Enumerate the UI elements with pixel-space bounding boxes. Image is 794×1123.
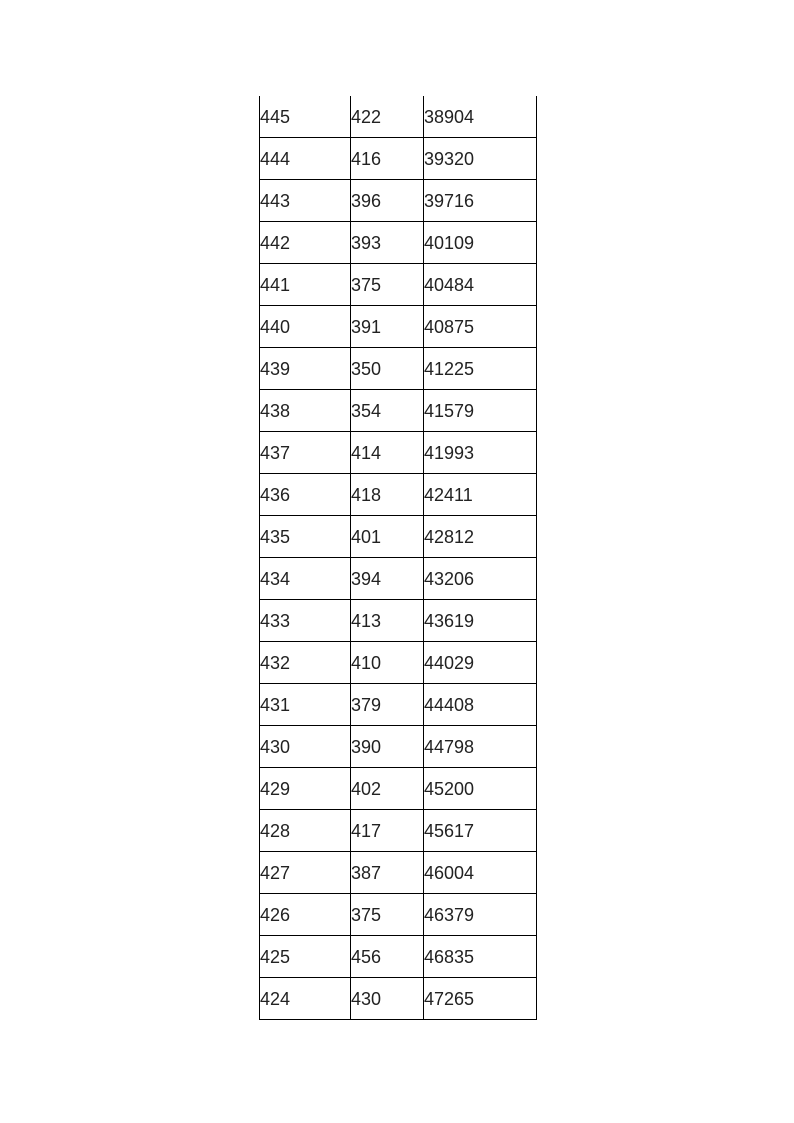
count-cell: 350 (351, 348, 424, 390)
cumulative-cell: 47265 (424, 978, 537, 1020)
score-cell: 437 (260, 432, 351, 474)
count-cell: 456 (351, 936, 424, 978)
table-row (260, 474, 537, 516)
cumulative-cell: 45200 (424, 768, 537, 810)
table-row (260, 222, 537, 264)
table-row (260, 852, 537, 894)
cumulative-cell: 44798 (424, 726, 537, 768)
score-cell: 439 (260, 348, 351, 390)
count-cell: 430 (351, 978, 424, 1020)
count-cell: 416 (351, 138, 424, 180)
score-cell: 436 (260, 474, 351, 516)
count-cell: 387 (351, 852, 424, 894)
score-cell: 444 (260, 138, 351, 180)
count-cell: 422 (351, 96, 424, 138)
count-cell: 402 (351, 768, 424, 810)
count-cell: 390 (351, 726, 424, 768)
table-row (260, 96, 537, 138)
score-cell: 428 (260, 810, 351, 852)
score-cell: 432 (260, 642, 351, 684)
table-row (260, 516, 537, 558)
score-cell: 425 (260, 936, 351, 978)
cumulative-cell: 41225 (424, 348, 537, 390)
count-cell: 396 (351, 180, 424, 222)
table-row (260, 768, 537, 810)
cumulative-cell: 38904 (424, 96, 537, 138)
cumulative-cell: 43619 (424, 600, 537, 642)
table-row (260, 390, 537, 432)
score-cell: 435 (260, 516, 351, 558)
table-row (260, 558, 537, 600)
cumulative-cell: 39320 (424, 138, 537, 180)
score-cell: 445 (260, 96, 351, 138)
count-cell: 413 (351, 600, 424, 642)
count-cell: 379 (351, 684, 424, 726)
cumulative-cell: 44408 (424, 684, 537, 726)
data-table (259, 96, 537, 1020)
count-cell: 414 (351, 432, 424, 474)
count-cell: 394 (351, 558, 424, 600)
score-cell: 427 (260, 852, 351, 894)
score-cell: 440 (260, 306, 351, 348)
table-row (260, 348, 537, 390)
table-row (260, 432, 537, 474)
table-row (260, 642, 537, 684)
table-row (260, 138, 537, 180)
cumulative-cell: 46379 (424, 894, 537, 936)
score-cell: 441 (260, 264, 351, 306)
score-cell: 426 (260, 894, 351, 936)
table-row (260, 600, 537, 642)
count-cell: 410 (351, 642, 424, 684)
score-cell: 442 (260, 222, 351, 264)
cumulative-cell: 44029 (424, 642, 537, 684)
score-cell: 431 (260, 684, 351, 726)
score-cell: 430 (260, 726, 351, 768)
table-row (260, 180, 537, 222)
cumulative-cell: 43206 (424, 558, 537, 600)
score-cell: 434 (260, 558, 351, 600)
cumulative-cell: 40484 (424, 264, 537, 306)
table-row (260, 726, 537, 768)
score-cell: 424 (260, 978, 351, 1020)
score-cell: 443 (260, 180, 351, 222)
cumulative-cell: 41579 (424, 390, 537, 432)
cumulative-cell: 46835 (424, 936, 537, 978)
count-cell: 401 (351, 516, 424, 558)
cumulative-cell: 46004 (424, 852, 537, 894)
score-cell: 438 (260, 390, 351, 432)
count-cell: 417 (351, 810, 424, 852)
count-cell: 354 (351, 390, 424, 432)
score-cell: 433 (260, 600, 351, 642)
cumulative-cell: 42411 (424, 474, 537, 516)
cumulative-cell: 40109 (424, 222, 537, 264)
table-row (260, 894, 537, 936)
count-cell: 375 (351, 894, 424, 936)
table-row (260, 684, 537, 726)
cumulative-cell: 39716 (424, 180, 537, 222)
table-row (260, 264, 537, 306)
cumulative-cell: 41993 (424, 432, 537, 474)
table-row (260, 978, 537, 1020)
cumulative-cell: 42812 (424, 516, 537, 558)
table-row (260, 810, 537, 852)
count-cell: 375 (351, 264, 424, 306)
cumulative-cell: 40875 (424, 306, 537, 348)
count-cell: 418 (351, 474, 424, 516)
table-row (260, 936, 537, 978)
table-body (260, 96, 537, 1020)
score-cell: 429 (260, 768, 351, 810)
count-cell: 393 (351, 222, 424, 264)
count-cell: 391 (351, 306, 424, 348)
table-row (260, 306, 537, 348)
cumulative-cell: 45617 (424, 810, 537, 852)
